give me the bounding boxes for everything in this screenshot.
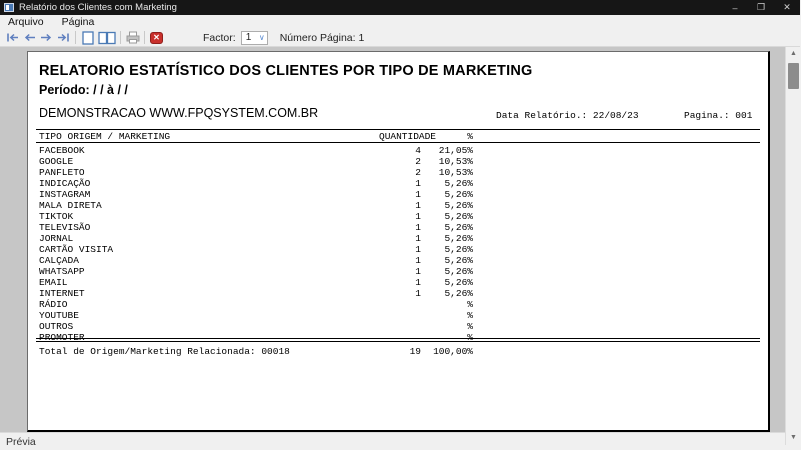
table-row [39, 167, 473, 178]
maximize-button[interactable]: ❐ [756, 2, 766, 12]
row-pct: 5,26% [444, 222, 473, 233]
row-pct: 5,26% [444, 255, 473, 266]
table-row [39, 156, 473, 167]
menubar [0, 15, 800, 29]
row-qty: 1 [415, 211, 421, 222]
app-icon [4, 3, 14, 12]
single-page-view-button[interactable] [79, 30, 96, 45]
divider [36, 142, 760, 143]
row-qty: 1 [415, 266, 421, 277]
first-page-button[interactable] [4, 30, 21, 45]
row-qty: 1 [415, 222, 421, 233]
row-name: MALA DIRETA [39, 200, 102, 211]
menu-arquivo[interactable]: Arquivo [8, 16, 44, 28]
stop-icon: ✕ [150, 32, 163, 44]
statusbar [0, 432, 800, 450]
next-page-icon [39, 32, 54, 43]
table-row [39, 145, 473, 156]
report-title: RELATORIO ESTATÍSTICO DOS CLIENTES POR TIPO DE MARKETING [39, 63, 533, 79]
table-row [39, 211, 473, 222]
vertical-scrollbar[interactable] [785, 47, 800, 445]
first-page-icon [5, 32, 20, 43]
row-name: RÁDIO [39, 299, 68, 310]
row-pct: % [467, 299, 473, 310]
row-qty: 1 [415, 255, 421, 266]
table-row [39, 233, 473, 244]
last-page-button[interactable] [55, 30, 72, 45]
double-divider [36, 338, 760, 342]
prev-page-button[interactable] [21, 30, 38, 45]
scroll-up-icon[interactable]: ▲ [790, 50, 797, 57]
row-qty: 2 [415, 156, 421, 167]
row-pct: % [467, 310, 473, 321]
toolbar-separator [75, 31, 76, 44]
row-qty: 1 [415, 189, 421, 200]
row-name: WHATSAPP [39, 266, 85, 277]
report-page-number: Pagina.: 001 [684, 110, 753, 121]
table-row [39, 288, 473, 299]
row-qty [379, 310, 421, 321]
total-pct: 100,00% [433, 346, 473, 357]
table-row [39, 277, 473, 288]
table-row [39, 321, 473, 332]
report-date: Data Relatório.: 22/08/23 [496, 110, 639, 121]
minimize-button[interactable]: – [732, 2, 738, 13]
table-row [39, 299, 473, 310]
row-pct: 21,05% [438, 145, 473, 156]
row-pct: 10,53% [438, 156, 473, 167]
row-pct: % [467, 321, 473, 332]
two-page-icon [98, 31, 116, 45]
two-page-view-button[interactable] [96, 30, 117, 45]
menu-pagina[interactable]: Página [61, 16, 95, 28]
row-name: CALÇADA [39, 255, 79, 266]
column-header-qty: QUANTIDADE [379, 131, 437, 142]
column-header-name: TIPO ORIGEM / MARKETING [39, 131, 171, 142]
row-qty [379, 299, 421, 310]
toolbar [0, 29, 800, 47]
factor-select[interactable] [241, 31, 268, 45]
row-pct: 5,26% [444, 200, 473, 211]
table-row [39, 222, 473, 233]
row-qty: 1 [415, 200, 421, 211]
row-pct: 5,26% [444, 288, 473, 299]
row-name: YOUTUBE [39, 310, 79, 321]
row-qty: 1 [415, 233, 421, 244]
row-pct: 5,26% [444, 211, 473, 222]
table-row [39, 200, 473, 211]
row-name: TELEVISÃO [39, 222, 91, 233]
row-pct: 10,53% [438, 167, 473, 178]
row-name: PANFLETO [39, 167, 85, 178]
scrollbar-thumb[interactable] [788, 63, 799, 89]
row-name: TIKTOK [39, 211, 74, 222]
row-qty: 4 [415, 145, 421, 156]
divider [36, 129, 760, 130]
row-pct: 5,26% [444, 233, 473, 244]
factor-value: 1 [245, 32, 252, 43]
table-row [39, 244, 473, 255]
row-name: INSTAGRAM [39, 189, 91, 200]
scroll-down-icon[interactable]: ▼ [790, 434, 797, 441]
toolbar-separator [144, 31, 145, 44]
report-company: DEMONSTRACAO WWW.FPQSYSTEM.COM.BR [39, 106, 319, 120]
column-header-pct: % [467, 131, 473, 142]
close-button[interactable]: ✕ [783, 2, 791, 12]
titlebar [0, 0, 800, 15]
row-name: PROMOTER [39, 332, 85, 343]
table-row [39, 189, 473, 200]
row-qty: 2 [415, 167, 421, 178]
total-label: Total de Origem/Marketing Relacionada: 00018 [39, 346, 290, 357]
row-pct: 5,26% [444, 277, 473, 288]
table-row [39, 255, 473, 266]
row-qty: 1 [415, 244, 421, 255]
row-pct: 5,26% [444, 266, 473, 277]
report-page [27, 51, 770, 432]
row-qty [379, 321, 421, 332]
row-name: EMAIL [39, 277, 68, 288]
window-title: Relatório dos Clientes com Marketing [19, 2, 177, 13]
factor-label: Factor: [203, 31, 236, 44]
table-row [39, 310, 473, 321]
status-text: Prévia [6, 435, 36, 448]
report-period: Período: / / à / / [39, 83, 128, 97]
table-header [39, 131, 473, 142]
single-page-icon [82, 31, 94, 45]
row-name: JORNAL [39, 233, 74, 244]
row-qty: 1 [415, 178, 421, 189]
page-number-label: Número Página: 1 [279, 31, 365, 44]
row-pct: 5,26% [444, 178, 473, 189]
table-row [39, 266, 473, 277]
table-body [39, 145, 473, 343]
row-name: INTERNET [39, 288, 85, 299]
row-qty: 1 [415, 288, 421, 299]
total-qty: 19 [409, 346, 421, 357]
table-row [39, 178, 473, 189]
print-button[interactable] [124, 30, 141, 45]
last-page-icon [56, 32, 71, 43]
printer-icon [126, 31, 140, 44]
preview-area [0, 47, 800, 441]
row-pct: 5,26% [444, 189, 473, 200]
table-total-row [39, 346, 473, 357]
next-page-button[interactable] [38, 30, 55, 45]
chevron-down-icon: ∨ [258, 32, 265, 42]
prev-page-icon [22, 32, 37, 43]
row-name: INDICAÇÃO [39, 178, 91, 189]
row-name: CARTÃO VISITA [39, 244, 114, 255]
row-qty: 1 [415, 277, 421, 288]
close-preview-button[interactable] [148, 30, 165, 45]
row-name: GOOGLE [39, 156, 74, 167]
row-pct: % [467, 332, 473, 343]
row-name: OUTROS [39, 321, 74, 332]
row-name: FACEBOOK [39, 145, 85, 156]
toolbar-separator [120, 31, 121, 44]
row-pct: 5,26% [444, 244, 473, 255]
